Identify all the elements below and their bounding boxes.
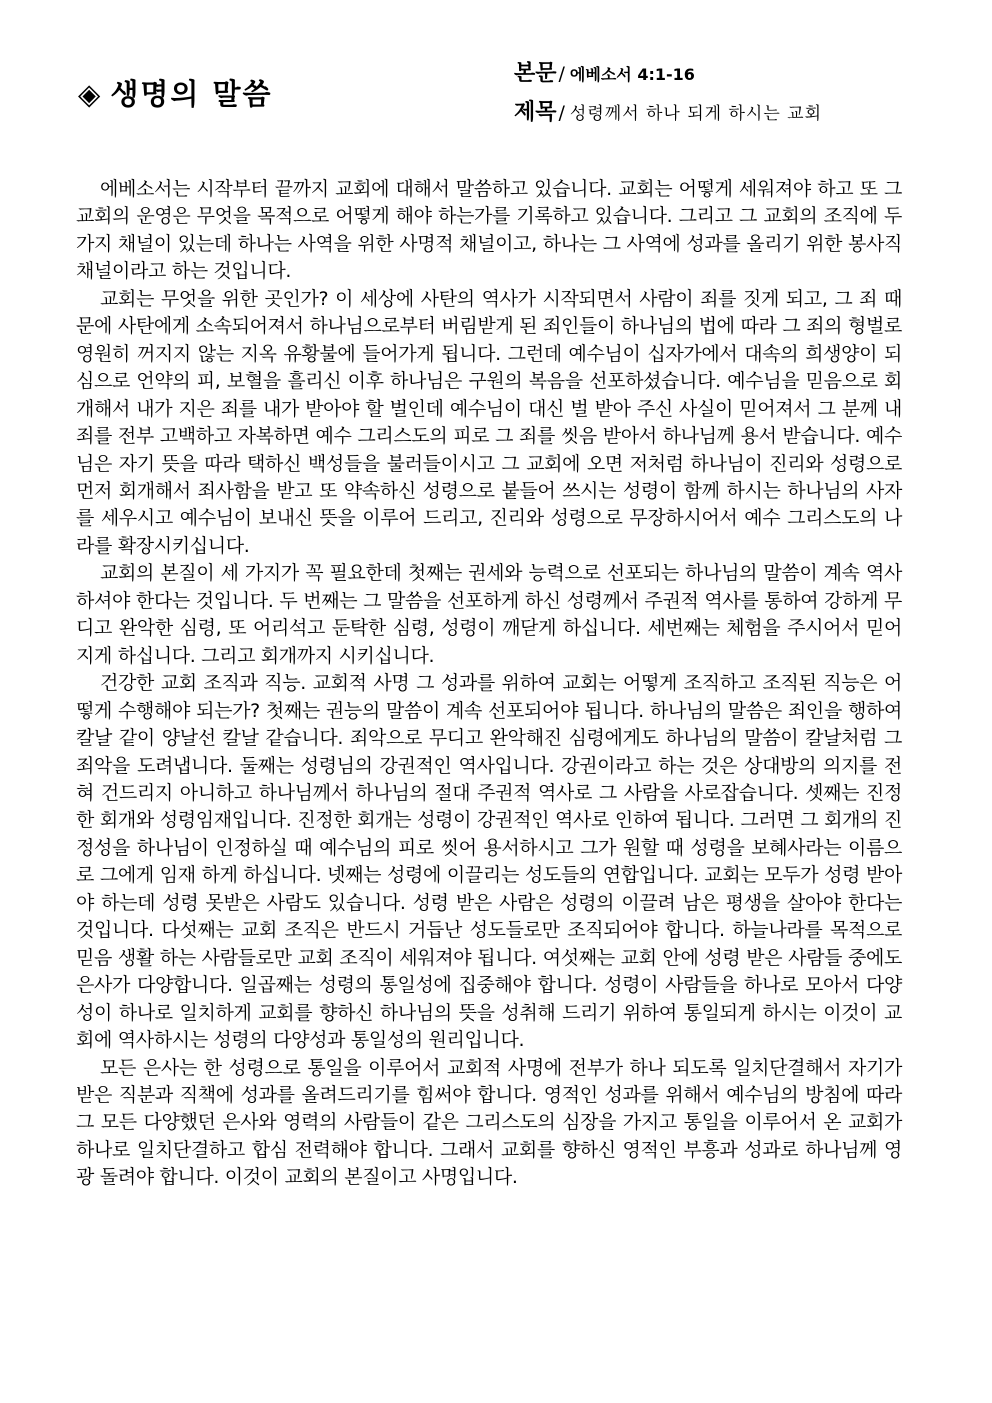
subject-value: 성령께서 하나 되게 하시는 교회 <box>569 104 823 124</box>
diamond-bullet-icon: ◈ <box>78 77 103 111</box>
paragraph: 교회의 본질이 세 가지가 꼭 필요한데 첫째는 권세와 능력으로 선포되는 하나님의 말씀이 계속 역사하셔야 한다는 것입니다. 두 번째는 그 말씀을 선포하게 하신 성령께서 주권적 역사를 통하여 강하게 무디고 완악한 심령, 또 어리석고 둔탁한 심령, 성령이 깨닫게 하십니다. 세번째는 체험을 주시어서 믿어지게 하십니다. 그리고 회개까지 시키십니다. <box>76 562 902 667</box>
paragraph: 모든 은사는 한 성령으로 통일을 이루어서 교회적 사명에 전부가 하나 되도록 일치단결해서 자기가 받은 직분과 직책에 성과를 올려드리기를 힘써야 합니다. 영적인 성과를 위해서 예수님의 방침에 따라 그 모든 다양했던 은사와 영력의 사람들이 같은 그리스도의 심장을 가지고 통일을 이루어서 온 교회가 하나로 일치단결하고 합심 전력해야 합니다. 그래서 교회를 향하신 영적인 부흥과 성과로 하나님께 영광 돌려야 합니다. 이것이 교회의 본질이고 사명입니다. <box>76 1056 902 1189</box>
paragraph: 건강한 교회 조직과 직능. 교회적 사명 그 성과를 위하여 교회는 어떻게 조직하고 조직된 직능은 어떻게 수행해야 되는가? 첫째는 권능의 말씀이 계속 선포되어야 됩니다. 하나님의 말씀은 죄인을 행하여 칼날 같이 양날선 칼날 같습니다. 죄악으로 무디고 완악해진 심령에게도 하나님의 말씀이 칼날처럼 그 죄악을 도려냅니다. 둘째는 성령님의 강권적인 역사입니다. 강권이라고 하는 것은 상대방의 의지를 전혀 건드리지 아니하고 하나님께서 하나님의 절대 주권적 역사로 그 사람을 사로잡습니다. 셋째는 진정한 회개와 성령임재입니다. 진정한 회개는 성령이 강권적인 역사로 인하여 됩니다. 그러면 그 회개의 진정성을 하나님이 인정하실 때 예수님의 피로 씻어 용서하시고 그가 원할 때 성령을 보혜사라는 이름으로 그에게 임재 하게 하십니다. 넷째는 성령에 이끌리는 성도들의 연합입니다. 교회는 모두가 성령 받아야 하는데 성령 못받은 사람도 있습니다. 성령 받은 사람은 성령의 이끌려 남은 평생을 살아야 한다는 것입니다. 다섯째는 교회 조직은 반드시 거듭난 성도들로만 조직되어야 합니다. 하늘나라를 목적으로 믿음 생활 하는 사람들로만 교회 조직이 세워져야 됩니다. 여섯째는 교회 안에 성령 받은 사람들 중에도 은사가 다양합니다. 일곱째는 성령의 통일성에 집중해야 합니다. 성령이 사람들을 하나로 모아서 다양성이 하나로 일치하게 교회를 향하신 하나님의 뜻을 성취해 드리기 위하여 통일되게 하시는 이것이 교회에 역사하시는 성령의 다양성과 통일성의 원리입니다. <box>76 672 902 1052</box>
page-title-text: 생명의 말씀 <box>110 77 273 111</box>
subject-row <box>514 95 822 126</box>
sermon-body <box>76 176 902 1192</box>
passage-separator: / <box>558 63 565 85</box>
passage-label: 본문 <box>514 60 557 86</box>
subject-separator: / <box>558 102 565 124</box>
subject-label: 제목 <box>514 99 557 125</box>
passage-value: 에베소서 4:1-16 <box>569 65 695 84</box>
passage-row <box>514 56 695 87</box>
paragraph: 교회는 무엇을 위한 곳인가? 이 세상에 사탄의 역사가 시작되면서 사람이 죄를 짓게 되고, 그 죄 때문에 사탄에게 소속되어져서 하나님으로부터 버림받게 된 죄인들이 하나님의 법에 따라 그 죄의 형벌로 영원히 꺼지지 않는 지옥 유황불에 들어가게 됩니다. 그런데 예수님이 십자가에서 대속의 희생양이 되심으로 언약의 피, 보혈을 흘리신 이후 하나님은 구원의 복음을 선포하셨습니다. 예수님을 믿음으로 회개해서 내가 지은 죄를 내가 받아야 할 벌인데 예수님이 대신 벌 받아 주신 사실이 믿어져서 그 분께 내 죄를 전부 고백하고 자복하면 예수 그리스도의 피로 그 죄를 씻음 받아서 하나님께 용서 받습니다. 예수님은 자기 뜻을 따라 택하신 백성들을 불러들이시고 그 교회에 오면 저처럼 하나님이 진리와 성령으로 먼저 회개해서 죄사함을 받고 또 약속하신 성령으로 붙들어 쓰시는 성령이 함께 하시는 하나님의 사자를 세우시고 예수님이 보내신 뜻을 이루어 드리고, 진리와 성령으로 무장하시어서 예수 그리스도의 나라를 확장시키십니다. <box>76 287 902 557</box>
page-title <box>78 72 272 113</box>
paragraph: 에베소서는 시작부터 끝까지 교회에 대해서 말씀하고 있습니다. 교회는 어떻게 세워져야 하고 또 그 교회의 운영은 무엇을 목적으로 어떻게 해야 하는가를 기록하고 있습니다. 그리고 그 교회의 조직에 두 가지 채널이 있는데 하나는 사역을 위한 사명적 채널이고, 하나는 그 사역에 성과를 올리기 위한 봉사직 채널이라고 하는 것입니다. <box>76 178 902 283</box>
